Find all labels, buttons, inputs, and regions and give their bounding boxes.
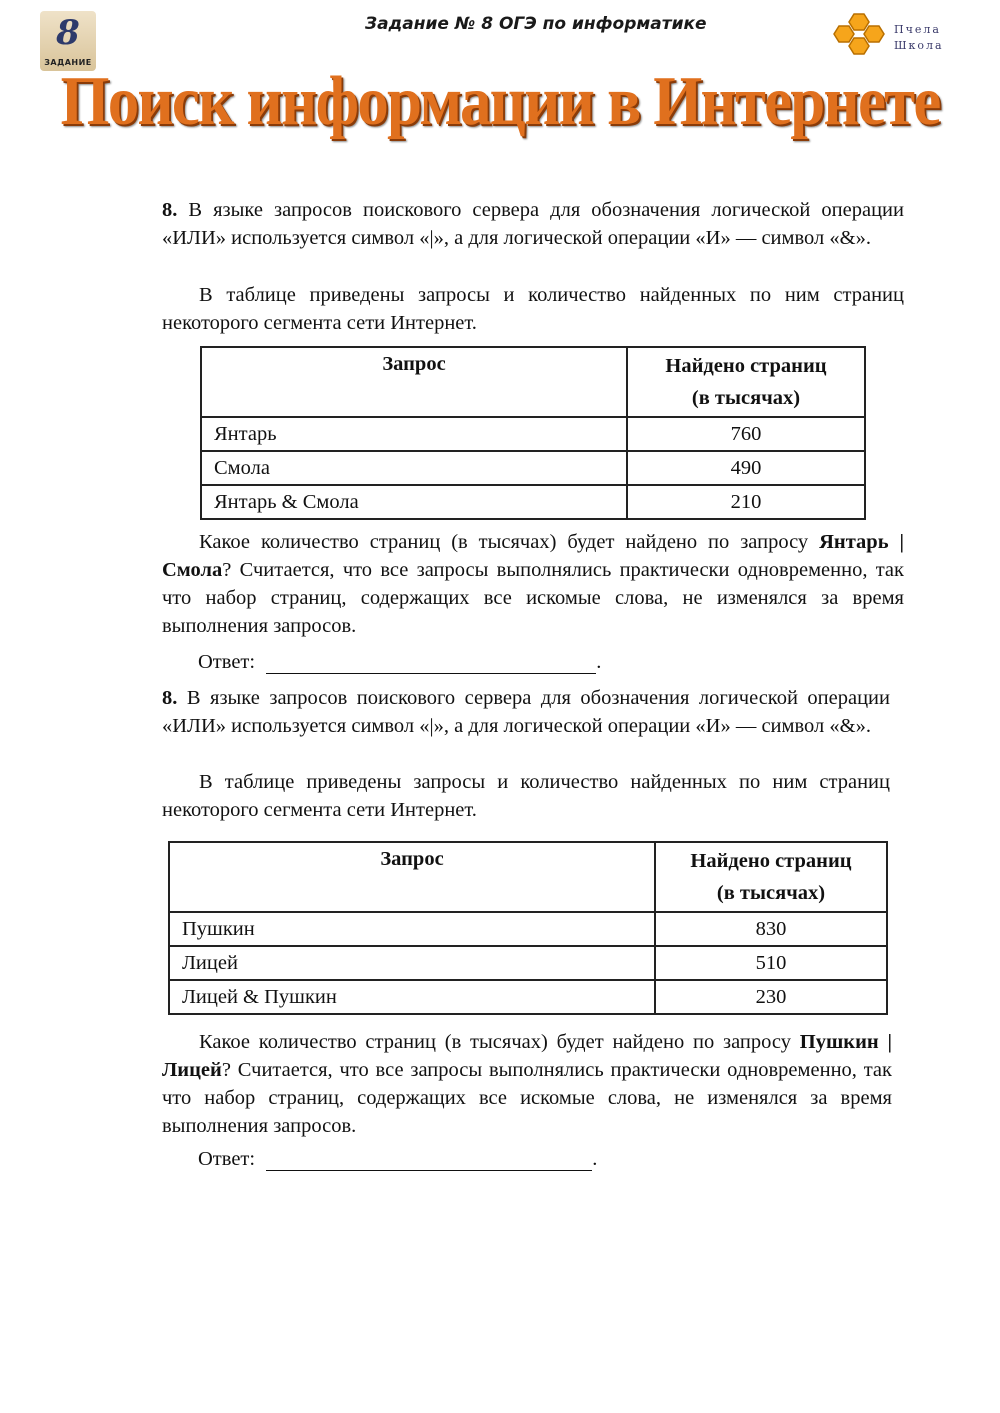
- question-query: Янтарь | Смола: [162, 531, 904, 581]
- query-cell: Янтарь: [201, 417, 627, 451]
- answer-label: Ответ:: [198, 1148, 256, 1170]
- table-row: [201, 417, 865, 451]
- table-row: [169, 980, 887, 1014]
- query-cell: Янтарь & Смола: [201, 485, 627, 519]
- found-cell: 510: [655, 946, 887, 980]
- query-cell: Лицей & Пушкин: [169, 980, 655, 1014]
- column-header-query: Запрос: [169, 842, 655, 912]
- question-text-start: Какое количество страниц (в тысячах) будет найдено по запросу: [199, 531, 809, 553]
- question-text-start: Какое количество страниц (в тысячах) будет найдено по запросу: [199, 1031, 791, 1053]
- table-row: [201, 451, 865, 485]
- answer-label: Ответ:: [198, 651, 256, 673]
- table-row: [169, 912, 887, 946]
- task-1-answer: Ответ: .: [198, 651, 602, 673]
- task-2-answer: Ответ: .: [198, 1148, 598, 1170]
- found-cell: 830: [655, 912, 887, 946]
- task-1-question: [162, 528, 904, 640]
- column-header-found: Найдено страниц (в тысячах): [655, 842, 887, 912]
- question-query: Пушкин | Лицей: [162, 1031, 893, 1081]
- query-cell: Лицей: [169, 946, 655, 980]
- task-1-table: [200, 346, 866, 520]
- table-header-row: [169, 842, 887, 912]
- page-title: Поиск информации в Интернете: [60, 63, 940, 140]
- found-cell: 490: [627, 451, 865, 485]
- question-text-end: ? Считается, что все запросы выполнялись практически одновременно, так что набор страниц, содержащих все искомые слова, не изменялся за время выполнения запросов.: [162, 559, 904, 637]
- task-1-table-intro: В таблице приведены запросы и количество найденных по ним страниц некоторого сегмента сети Интернет.: [162, 284, 904, 334]
- column-header-found: Найдено страниц (в тысячах): [627, 347, 865, 417]
- task-2-table-intro: В таблице приведены запросы и количество найденных по ним страниц некоторого сегмента сети Интернет.: [162, 771, 890, 821]
- task-2-number: 8.: [162, 687, 178, 709]
- table-header-row: [201, 347, 865, 417]
- badge-number: 8: [56, 13, 80, 53]
- question-text-end: ? Считается, что все запросы выполнялись практически одновременно, так что набор страниц, содержащих все искомые слова, не изменялся за время выполнения запросов.: [162, 1059, 892, 1137]
- task-2-question: [162, 1028, 892, 1140]
- task-2-intro: [162, 684, 890, 740]
- logo-line-1: Пчела: [894, 23, 941, 36]
- school-logo: [832, 12, 972, 60]
- task-2-intro-text: В языке запросов поискового сервера для обозначения логической операции «ИЛИ» используется символ «|», а для логической операции «И» — символ «&».: [162, 687, 890, 737]
- query-cell: Смола: [201, 451, 627, 485]
- found-cell: 210: [627, 485, 865, 519]
- column-header-query: Запрос: [201, 347, 627, 417]
- honeycomb-icon: [832, 12, 892, 60]
- table-row: [201, 485, 865, 519]
- task-1-intro-text: В языке запросов поискового сервера для обозначения логической операции «ИЛИ» используется символ «|», а для логической операции «И» — символ «&».: [162, 199, 905, 249]
- found-cell: 230: [655, 980, 887, 1014]
- task-2-table: [168, 841, 888, 1015]
- answer-field[interactable]: [266, 1148, 592, 1171]
- query-cell: Пушкин: [169, 912, 655, 946]
- table-row: [169, 946, 887, 980]
- logo-line-2: Школа: [894, 39, 944, 52]
- badge-label: ЗАДАНИЕ: [44, 58, 92, 67]
- found-cell: 760: [627, 417, 865, 451]
- task-1-number: 8.: [162, 199, 178, 221]
- task-header-title: Задание № 8 ОГЭ по информатике: [365, 14, 707, 34]
- task-1-intro: [162, 196, 904, 252]
- answer-field[interactable]: [266, 651, 596, 674]
